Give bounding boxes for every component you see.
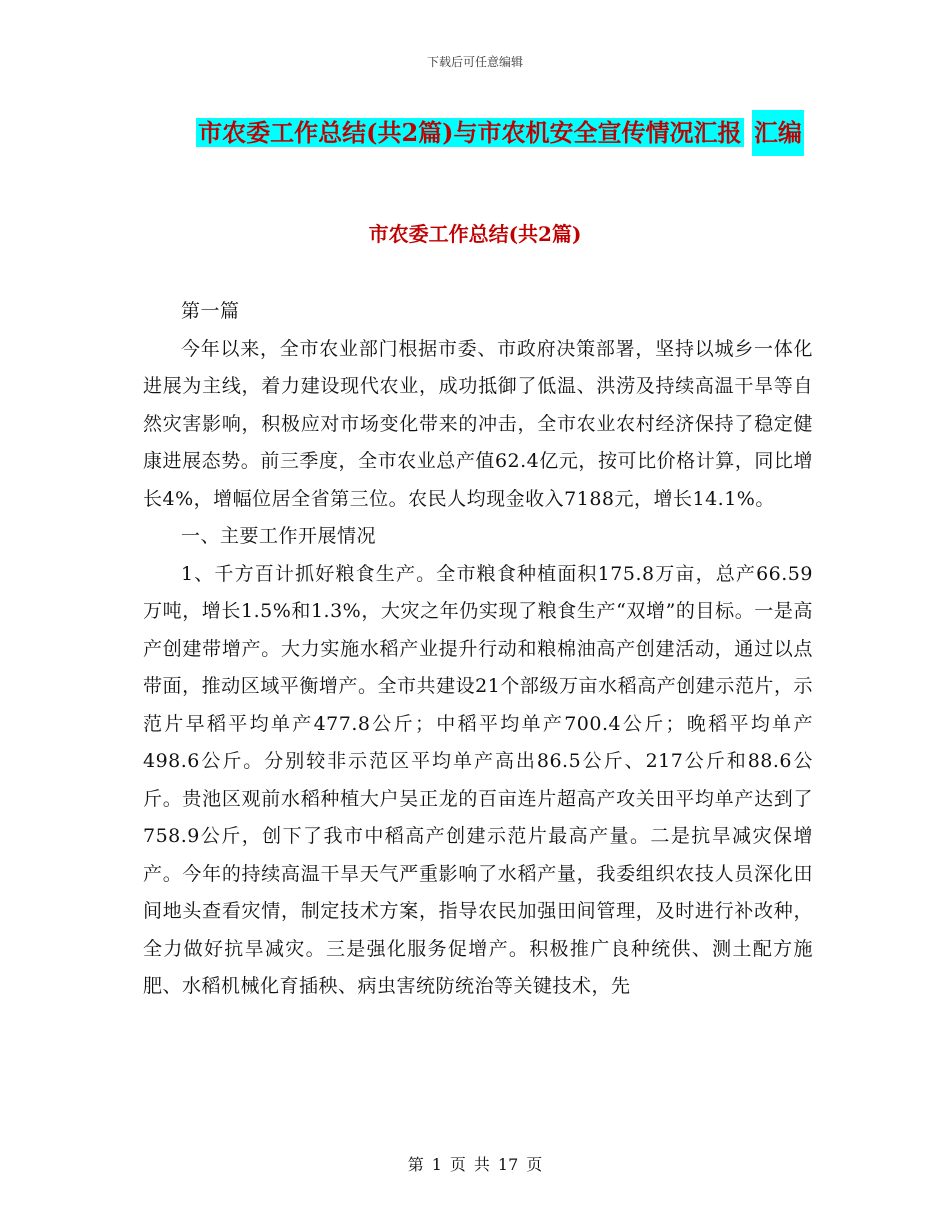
paragraph-intro: 今年以来，全市农业部门根据市委、市政府决策部署，坚持以城乡一体化进展为主线，着力建设现代农业，成功抵御了低温、洪涝及持续高温干旱等自然灾害影响，积极应对市场变化带来的冲击，全市农业农村经济保持了稳定健康进展态势。前三季度，全市农业总产值62.4亿元，按可比价格计算，同比增长4%，增幅位居全省第三位。农民人均现金收入7188元，增长14.1%。 bbox=[143, 337, 813, 510]
footer-total-pages: 17 bbox=[497, 1155, 519, 1174]
page-footer bbox=[0, 1152, 950, 1175]
footer-label-page: 第 bbox=[407, 1155, 424, 1174]
footer-page-number: 1 bbox=[431, 1155, 442, 1174]
document-title bbox=[150, 108, 850, 156]
paragraph-section-heading: 一、主要工作开展情况 bbox=[181, 525, 377, 547]
header-note: 下载后可任意编辑 bbox=[426, 55, 523, 69]
paragraph-part-heading: 第一篇 bbox=[181, 300, 240, 322]
body-text bbox=[143, 293, 813, 1006]
footer-label-total-unit: 页 bbox=[526, 1155, 543, 1174]
footer-label-page-unit: 页 bbox=[449, 1155, 466, 1174]
document-title-line-1: 市农委工作总结(共2篇)与市农机安全宣传情况汇报 bbox=[198, 118, 742, 147]
paragraph-grain-production: 1、千方百计抓好粮食生产。全市粮食种植面积175.8万亩，总产66.59万吨，增长1.5%和1.3%，大灾之年仍实现了粮食生产“双增”的目标。一是高产创建带增产。大力实施水稻产业提升行动和粮棉油高产创建活动，通过以点带面，推动区域平衡增产。全市共建设21个部级万亩水稻高产创建示范片，示范片早稻平均单产477.8公斤；中稻平均单产700.4公斤；晚稻平均单产498.6公斤。分别较非示范区平均单产高出86.5公斤、217公斤和88.6公斤。贵池区观前水稻种植大户吴正龙的百亩连片超高产攻关田平均单产达到了758.9公斤，创下了我市中稻高产创建示范片最高产量。二是抗旱减灾保增产。今年的持续高温干旱天气严重影响了水稻产量，我委组织农技人员深化田间地头查看灾情，制定技术方案，指导农民加强田间管理，及时进行补改种，全力做好抗旱减灾。三是强化服务促增产。积极推广良种统供、测土配方施肥、水稻机械化育插秧、病虫害统防统治等关键技术，先 bbox=[143, 562, 813, 997]
section-title: 市农委工作总结(共2篇) bbox=[368, 222, 582, 246]
document-title-line-2: 汇编 bbox=[752, 110, 804, 156]
footer-label-total: 共 bbox=[473, 1155, 490, 1174]
